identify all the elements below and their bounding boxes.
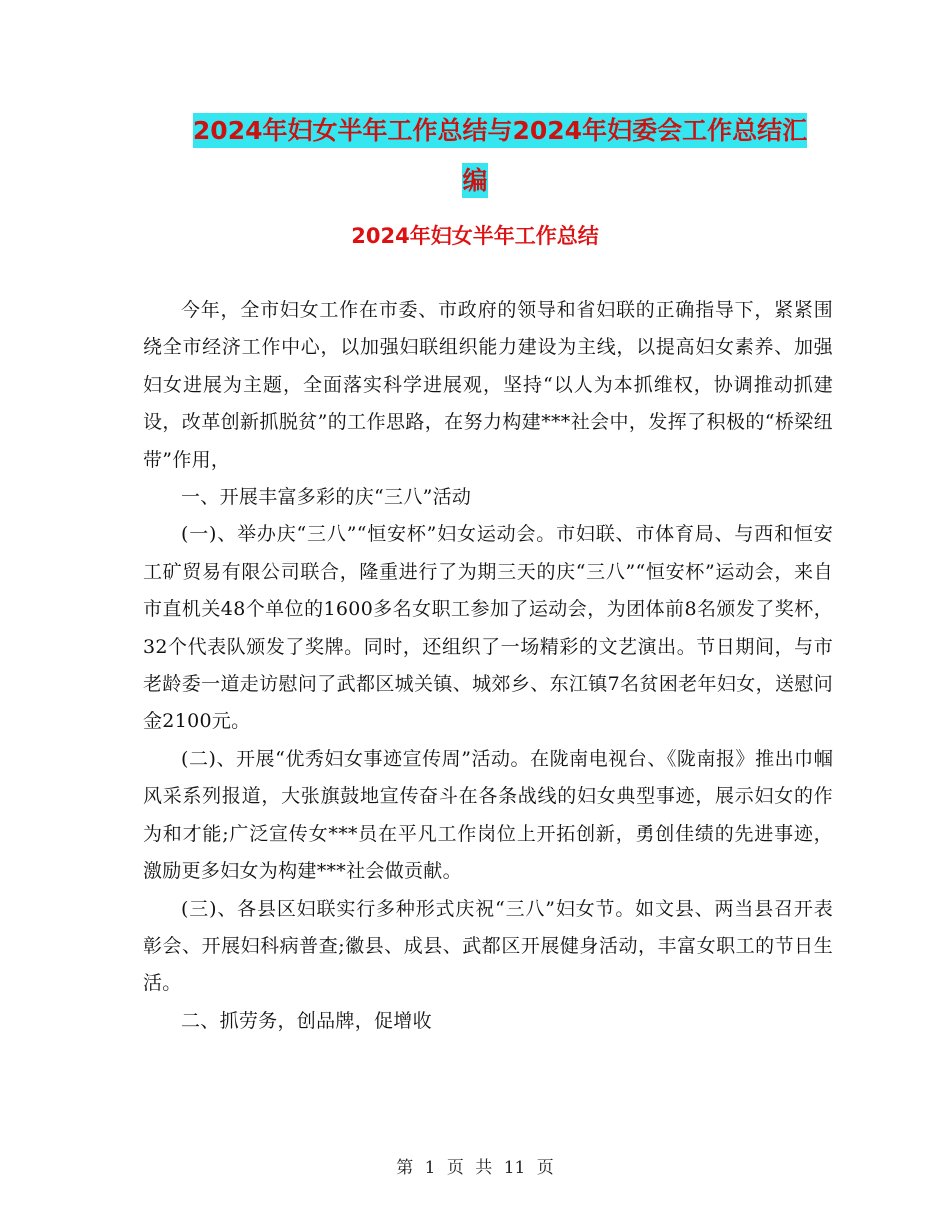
section-title: 2024年妇女半年工作总结 xyxy=(351,224,599,248)
heading-section-2: 二、抓劳务，创品牌，促增收 xyxy=(181,1009,432,1032)
document-body xyxy=(143,292,833,1040)
paragraph-intro: 今年，全市妇女工作在市委、市政府的领导和省妇联的正确指导下，紧紧围绕全市经济工作中心，以加强妇联组织能力建设为主线，以提高妇女素养、加强妇女进展为主题，全面落实科学进展观，坚持“以人为本抓维权，协调推动抓建设，改革创新抓脱贫”的工作思路，在努力构建***社会中，发挥了积极的“桥梁纽带”作用， xyxy=(143,299,833,471)
document-title-line-1: 2024年妇女半年工作总结与2024年妇委会工作总结汇 xyxy=(193,113,807,148)
paragraph-item-1: (一)、举办庆“三八”“恒安杯”妇女运动会。市妇联、市体育局、与西和恒安工矿贸易有限公司联合，隆重进行了为期三天的庆“三八”“恒安杯”运动会，来自市直机关48个单位的1600多名女职工参加了运动会，为团体前8名颁发了奖杯， 32个代表队颁发了奖牌。同时，还组织了一场精彩的文艺演出。节日期间，与市老龄委一道走访慰问了武都区城关镇、城郊乡、东江镇7名贫困老年妇女，送慰问金2100元。 xyxy=(143,523,833,733)
page-footer: 第 1 页 共 11 页 xyxy=(396,1158,554,1178)
paragraph-item-2: (二)、开展“优秀妇女事迹宣传周”活动。在陇南电视台、《陇南报》推出巾帼风采系列报道，大张旗鼓地宣传奋斗在各条战线的妇女典型事迹，展示妇女的作为和才能;广泛宣传女***员在平凡工作岗位上开拓创新，勇创佳绩的先进事迹，激励更多妇女为构建***社会做贡献。 xyxy=(143,747,833,883)
heading-section-1: 一、开展丰富多彩的庆“三八”活动 xyxy=(181,486,472,509)
paragraph-item-3: (三)、各县区妇联实行多种形式庆祝“三八”妇女节。如文县、两当县召开表彰会、开展妇科病普查;徽县、成县、武都区开展健身活动，丰富女职工的节日生活。 xyxy=(143,897,833,995)
document-title xyxy=(0,106,950,206)
document-title-line-2: 编 xyxy=(462,163,487,198)
